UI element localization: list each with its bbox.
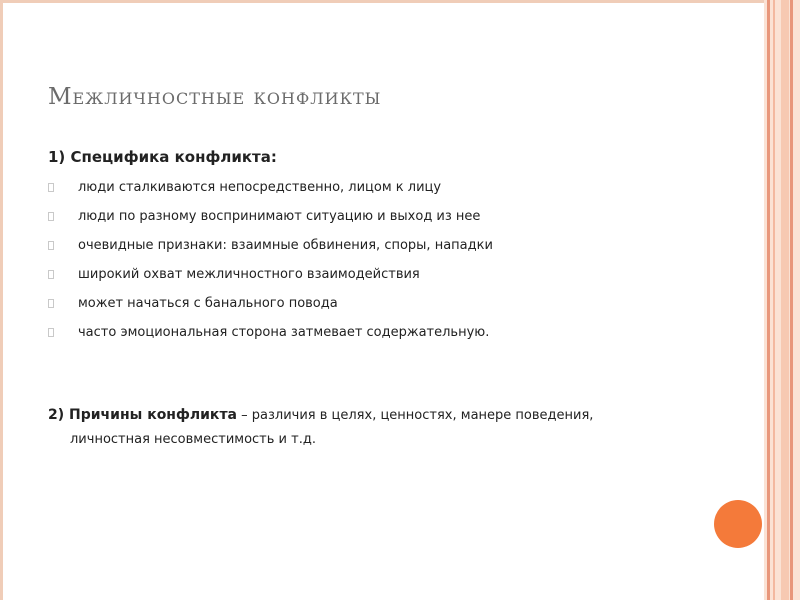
- bullet-item: [48, 325, 738, 354]
- bullet-marker-icon: [48, 299, 54, 308]
- section-2: [48, 403, 748, 452]
- bullet-text: широкий охват межличностного взаимодействия: [78, 267, 420, 282]
- bullet-marker-icon: [48, 270, 54, 279]
- bullet-text: люди сталкиваются непосредственно, лицом к лицу: [78, 180, 442, 195]
- decorative-stripe: [773, 0, 775, 600]
- section-2-text-line-1: – различия в целях, ценностях, манере поведения,: [237, 408, 594, 423]
- bullet-item: [48, 180, 738, 209]
- bullet-marker-icon: [48, 328, 54, 337]
- bullet-text: люди по разному воспринимают ситуацию и выход из нее: [78, 209, 481, 224]
- decorative-circle-icon: [714, 500, 762, 548]
- bullet-item: [48, 296, 738, 325]
- slide-frame-top-border: [0, 0, 772, 3]
- bullet-item: [48, 267, 738, 296]
- section-1: [48, 148, 738, 354]
- bullet-text: очевидные признаки: взаимные обвинения, споры, нападки: [78, 238, 493, 253]
- decorative-stripe: [781, 0, 789, 600]
- decorative-stripe: [790, 0, 793, 600]
- bullet-text: часто эмоциональная сторона затмевает содержательную.: [78, 325, 490, 340]
- bullet-marker-icon: [48, 241, 54, 250]
- bullet-marker-icon: [48, 183, 54, 192]
- bullet-marker-icon: [48, 212, 54, 221]
- section-2-heading: 2) Причины конфликта: [48, 407, 237, 423]
- section-1-heading: 1) Специфика конфликта:: [48, 148, 277, 166]
- decorative-stripe: [767, 0, 770, 600]
- section-2-text-line-2: личностная несовместимость и т.д.: [70, 432, 316, 447]
- bullet-text: может начаться с банального повода: [78, 296, 338, 311]
- bullet-list: [48, 180, 738, 354]
- slide-title: Межличностные конфликты: [48, 84, 382, 110]
- bullet-item: [48, 209, 738, 238]
- bullet-item: [48, 238, 738, 267]
